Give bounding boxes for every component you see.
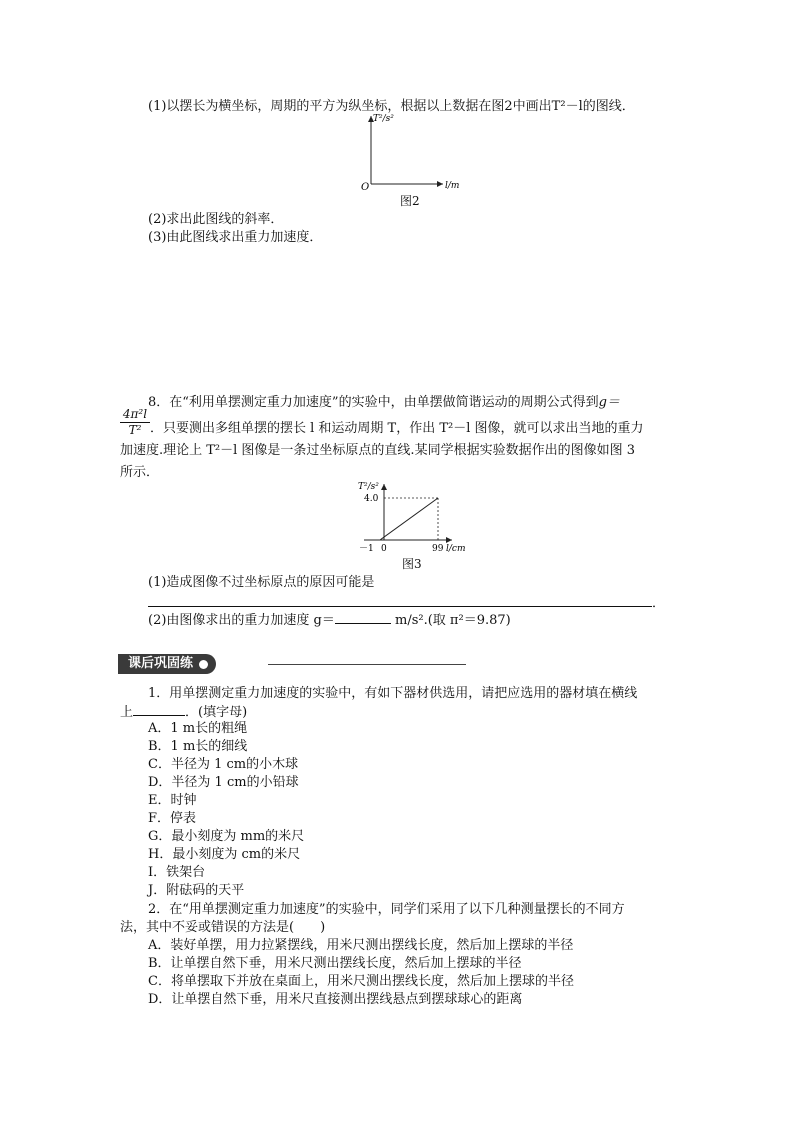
problem-8-question-1: (1)造成图像不过坐标原点的原因可能是	[148, 575, 375, 590]
answer-blank-q1-end: ．	[652, 596, 666, 611]
formula-numerator: 4π²l	[122, 407, 148, 421]
fig3-data-line	[380, 498, 438, 540]
option-item: B．1 m长的细线	[148, 739, 248, 754]
figure-2-axes	[355, 108, 475, 192]
figure-3-graph	[350, 478, 480, 556]
part-a-question-1: (1)以摆长为横坐标，周期的平方为纵坐标，根据以上数据在图2中画出T²－l的图线．	[148, 99, 635, 114]
section-divider	[268, 664, 466, 665]
part-a-question-2: (2)求出此图线的斜率．	[148, 212, 284, 227]
fig3-x-zero-tick: 0	[381, 544, 387, 554]
problem-8-line-3: 加速度.理论上 T²－l 图像是一条过坐标原点的直线.某同学根据实验数据作出的图像如图 3	[120, 443, 635, 458]
option-item: A．装好单摆，用力拉紧摆线，用米尺测出摆线长度，然后加上摆球的半径	[148, 938, 574, 953]
answer-blank-g[interactable]	[335, 611, 391, 624]
exercise-1-line-2-prefix: 上	[120, 705, 134, 720]
section-tab	[118, 654, 216, 674]
fig3-y-tick: 4.0	[364, 494, 379, 504]
option-item: E．时钟	[148, 793, 197, 808]
option-item: G．最小刻度为 mm的米尺	[148, 829, 305, 844]
problem-8-q2-suffix: m/s².(取 π²＝9.87)	[390, 613, 511, 628]
exercise-2-line-2: 法，其中不妥或错误的方法是( )	[120, 920, 326, 935]
formula-fraction	[120, 408, 150, 437]
exercise-1-line-1: 1．用单摆测定重力加速度的实验中，有如下器材供选用，请把应选用的器材填在横线	[148, 686, 638, 701]
option-item: I．铁架台	[148, 865, 206, 880]
problem-8-line-1	[148, 394, 620, 412]
option-item: C．半径为 1 cm的小木球	[148, 757, 299, 772]
fig2-x-label: l/m	[445, 181, 460, 191]
fig2-y-label: T²/s²	[373, 114, 394, 124]
option-item: J．附砝码的天平	[148, 883, 245, 898]
exercise-1-line-2-suffix: ．(填字母)	[185, 705, 248, 720]
fig2-origin: O	[361, 182, 370, 192]
option-item: D．让单摆自然下垂，用米尺直接测出摆线悬点到摆球球心的距离	[148, 992, 523, 1007]
problem-8-q2-prefix: (2)由图像求出的重力加速度 g＝	[148, 613, 335, 628]
section-header	[118, 654, 216, 674]
exercise-2-line-1: 2．在“用单摆测定重力加速度”的实验中，同学们采用了以下几种测量摆长的不同方	[148, 902, 625, 917]
option-item: C．将单摆取下并放在桌面上，用米尺测出摆线长度，然后加上摆球的半径	[148, 974, 574, 989]
option-item: A．1 m长的粗绳	[148, 721, 248, 736]
section-dot-icon	[199, 660, 208, 669]
fig3-x-neg-tick: －1	[359, 544, 374, 554]
section-title: 课后巩固练	[128, 656, 194, 671]
option-item: B．让单摆自然下垂，用米尺测出摆线长度，然后加上摆球的半径	[148, 956, 522, 971]
option-item: D．半径为 1 cm的小铅球	[148, 775, 299, 790]
problem-8-question-2	[148, 611, 511, 630]
fig3-x-end-tick: 99	[432, 544, 444, 554]
formula-denominator: T²	[128, 423, 142, 437]
problem-8-intro: 8．在“利用单摆测定重力加速度”的实验中，由单摆做简谐运动的周期公式得到	[148, 395, 599, 410]
problem-8-line-2: ．只要测出多组单摆的摆长 l 和运动周期 T，作出 T²－l 图像，就可以求出当地的重力	[150, 421, 644, 436]
part-a-question-3: (3)由此图线求出重力加速度．	[148, 230, 323, 245]
figure-3-caption: 图3	[402, 557, 422, 571]
option-item: F．停表	[148, 811, 197, 826]
figure-2-caption: 图2	[400, 194, 420, 208]
answer-blank-ex1[interactable]	[133, 703, 185, 716]
problem-8-line-4: 所示．	[120, 465, 160, 480]
fig3-y-label: T²/s²	[358, 482, 379, 492]
answer-blank-q1[interactable]	[148, 594, 652, 607]
fig3-x-label: l/cm	[446, 544, 466, 554]
problem-8-g-equals: g＝	[598, 395, 620, 410]
option-item: H．最小刻度为 cm的米尺	[148, 847, 301, 862]
